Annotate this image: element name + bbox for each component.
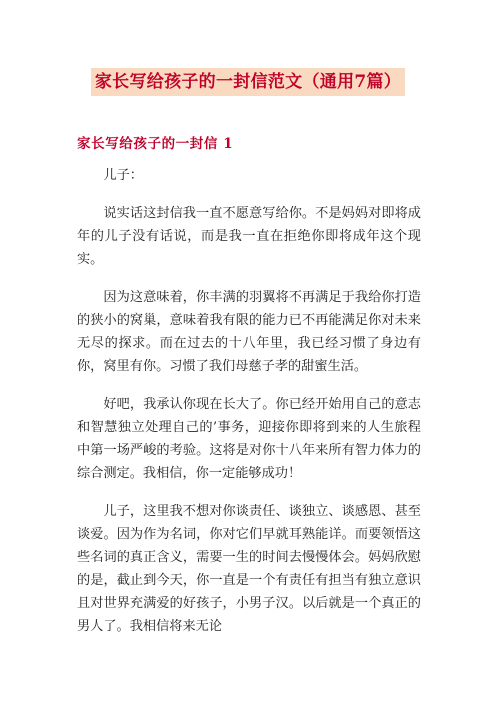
document-title: 家长写给孩子的一封信范文（通用7篇） [91, 68, 405, 96]
paragraph: 好吧，我承认你现在长大了。你已经开始用自己的意志和智慧独立处理自己的’事务，迎接你即将到来的人生旅程中第一场严峻的考验。这将是对你十八年来所有智力体力的综合测定。我相信，你一定能够成功！ [77, 397, 421, 481]
salutation: 儿子： [103, 168, 143, 183]
paragraph: 因为这意味着，你丰满的羽翼将不再满足于我给你打造的狭小的窝巢，意味着我有限的能力已不再能满足你对未来无尽的探求。而在过去的十八年里，我已经习惯了身边有你，窝里有你。习惯了我们母慈子孝的甜蜜生活。 [77, 290, 421, 374]
letter-body [77, 164, 421, 653]
title-container [0, 68, 496, 96]
paragraph: 儿子，这里我不想对你谈责任、谈独立、谈感恩、甚至谈爱。因为作为名词，你对它们早就耳熟能详。而要领悟这些名词的真正含义，需要一生的时间去慢慢体会。妈妈欣慰的是，截止到今天，你一直是一个有责任有担当有独立意识且对世界充满爱的好孩子，小男子汉。以后就是一个真正的男人了。我相信将来无论 [77, 504, 421, 634]
section-heading: 家长写给孩子的一封信 1 [77, 136, 234, 152]
paragraph: 说实话这封信我一直不愿意写给你。不是妈妈对即将成年的儿子没有话说，而是我一直在拒绝你即将成年这个现实。 [77, 206, 421, 267]
